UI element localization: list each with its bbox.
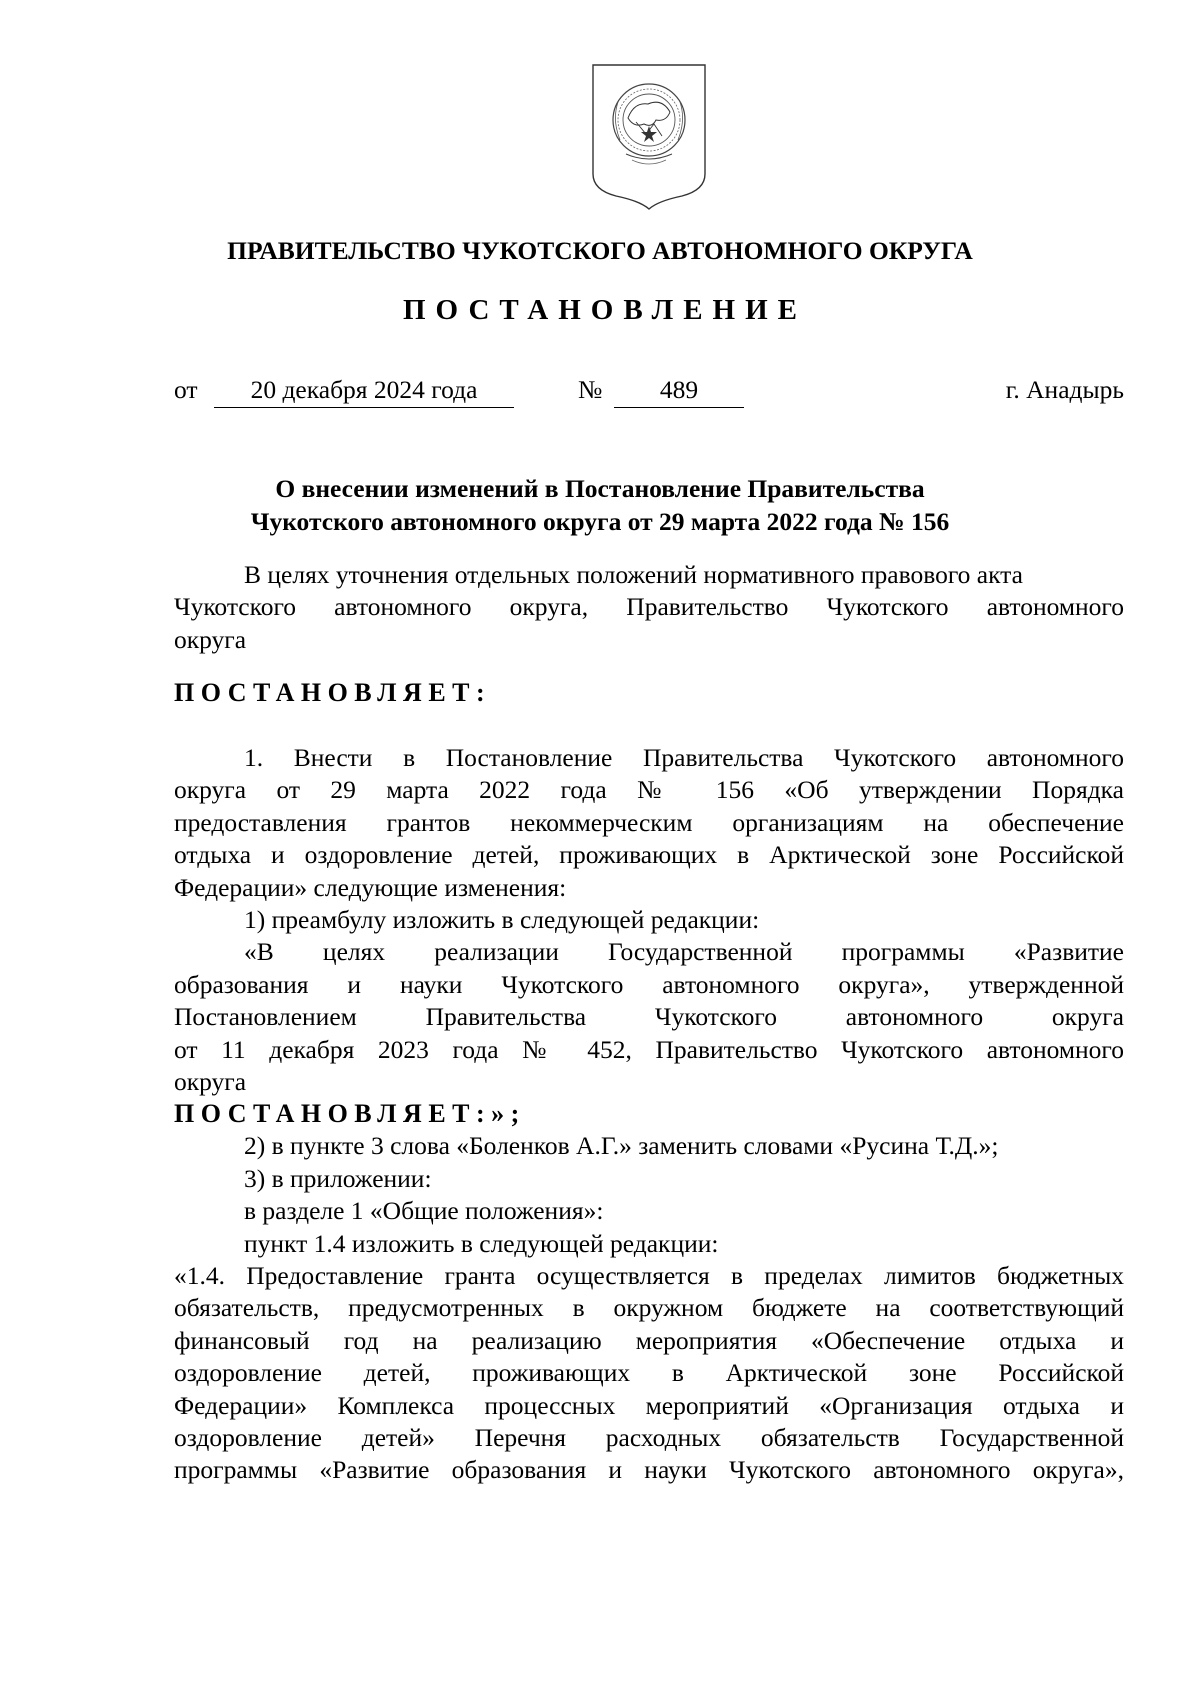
document-date: 20 декабря 2024 года: [214, 374, 514, 408]
text-line: образования и науки Чукотского автономного округа», утвержденной: [174, 969, 1124, 999]
text-line: «В целях реализации Государственной программы «Развитие: [244, 937, 1124, 967]
sub-item-3: 3) в приложении:: [244, 1163, 432, 1193]
text-line: «1.4. Предоставление гранта осуществляется в пределах лимитов бюджетных: [174, 1260, 1124, 1290]
document-meta-row: [174, 374, 1124, 410]
text-line: предоставления грантов некоммерческим организациям на обеспечение: [174, 807, 1124, 837]
section-1-line: в разделе 1 «Общие положения»:: [244, 1196, 604, 1226]
preamble-paragraph: [174, 559, 1124, 656]
decree-heading: [174, 677, 1124, 709]
document-place: г. Анадырь: [1005, 375, 1124, 404]
text-line: округа от 29 марта 2022 года № 156 «Об утверждении Порядка: [174, 775, 1124, 805]
number-label: №: [578, 375, 603, 404]
text-line: округа: [174, 1066, 247, 1096]
text-line: Федерации» следующие изменения:: [174, 872, 567, 902]
document-type-title: ПОСТАНОВЛЕНИЕ: [402, 294, 807, 326]
document-number: 489: [614, 374, 744, 408]
text-line: финансовый год на реализацию мероприятия «Обеспечение отдыха и: [174, 1325, 1124, 1355]
decree-word-quoted: ПОСТАНОВЛЯЕТ:»;: [174, 1099, 526, 1128]
item-1-paragraph: [174, 742, 1124, 1098]
text-line: оздоровление детей, проживающих в Арктической зоне Российской: [174, 1358, 1124, 1388]
document-subject: [0, 472, 1200, 538]
text-line: округа: [174, 624, 247, 654]
decree-word: ПОСТАНОВЛЯЕТ:: [174, 678, 492, 707]
text-line: от 11 декабря 2023 года № 452, Правительство Чукотского автономного: [174, 1034, 1124, 1064]
text-line: Постановлением Правительства Чукотского автономного округа: [174, 1002, 1124, 1032]
subject-line: О внесении изменений в Постановление Правительства: [275, 474, 925, 503]
subject-line: Чукотского автономного округа от 29 марта 2022 года № 156: [250, 507, 950, 536]
text-line: программы «Развитие образования и науки Чукотского автономного округа»,: [174, 1455, 1124, 1485]
chukotka-coat-of-arms-icon: [590, 62, 708, 212]
text-line: обязательств, предусмотренных в окружном бюджете на соответствующий: [174, 1293, 1124, 1323]
text-line: Федерации» Комплекса процессных мероприятий «Организация отдыха и: [174, 1390, 1124, 1420]
text-line: В целях уточнения отдельных положений нормативного правового акта: [244, 560, 1023, 589]
sub-item-2: 2) в пункте 3 слова «Боленков А.Г.» заменить словами «Русина Т.Д.»;: [244, 1131, 999, 1161]
date-prefix: от: [174, 375, 198, 404]
amendments-block: [174, 1098, 1124, 1487]
text-line: 1. Внести в Постановление Правительства Чукотского автономного: [244, 743, 1124, 772]
text-line: оздоровление детей» Перечня расходных обязательств Государственной: [174, 1422, 1124, 1452]
point-1-4-line: пункт 1.4 изложить в следующей редакции:: [244, 1228, 719, 1258]
sub-item-1: 1) преамбулу изложить в следующей редакции:: [244, 904, 760, 934]
text-line: Чукотского автономного округа, Правительство Чукотского автономного: [174, 592, 1124, 622]
text-line: отдыха и оздоровление детей, проживающих в Арктической зоне Российской: [174, 840, 1124, 870]
government-title: ПРАВИТЕЛЬСТВО ЧУКОТСКОГО АВТОНОМНОГО ОКРУГА: [227, 236, 973, 265]
